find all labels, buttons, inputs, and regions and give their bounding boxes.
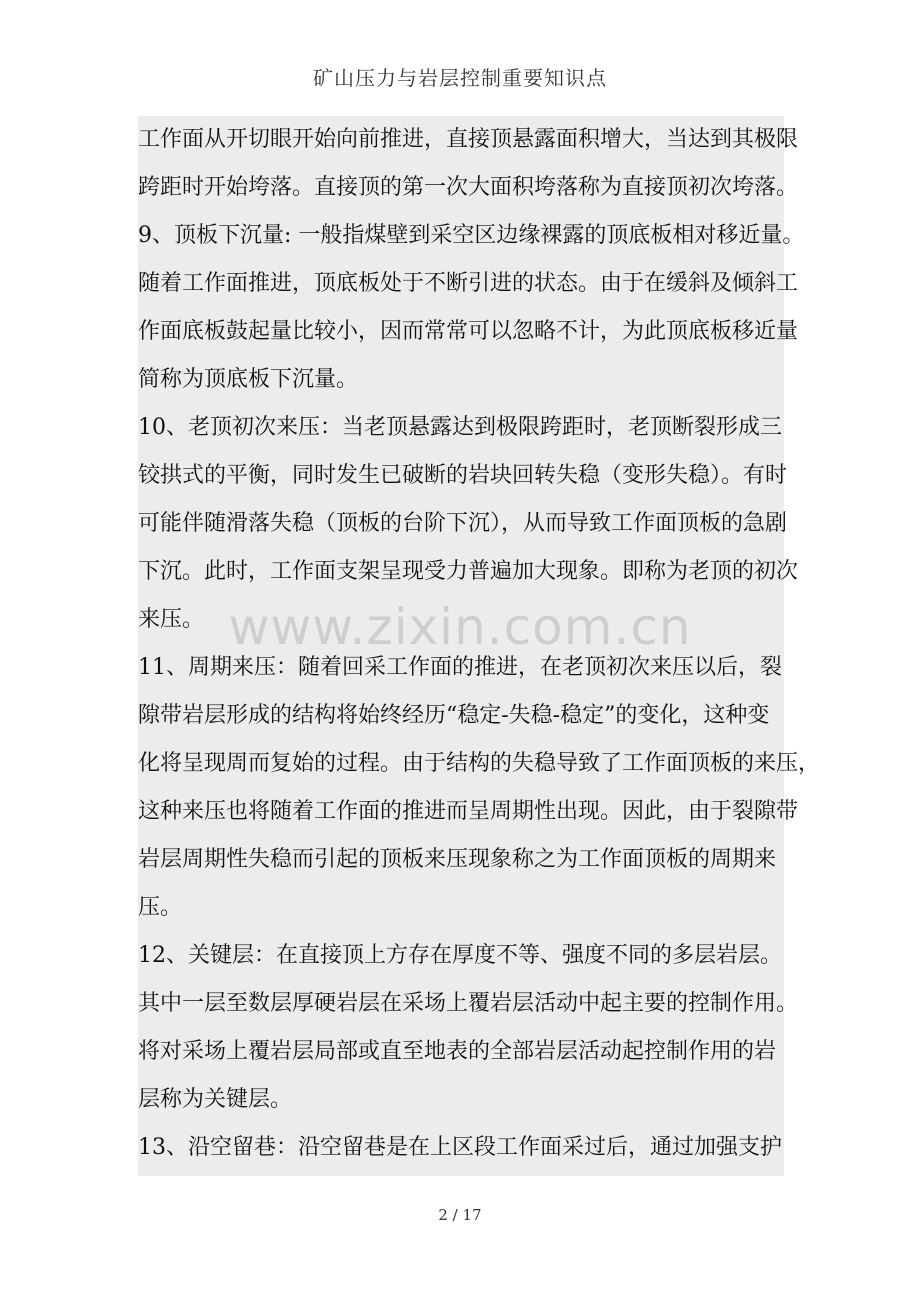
text-line: 下沉。此时，工作面支架呈现受力普遍加大现象。即称为老顶的初次 — [138, 559, 799, 584]
document-title: 矿山压力与岩层控制重要知识点 — [313, 66, 607, 90]
document-body — [138, 116, 821, 1176]
text-line: 简称为顶底板下沉量。 — [138, 367, 359, 392]
text-line: 可能伴随滑落失稳（顶板的台阶下沉），从而导致工作面顶板的急剧 — [138, 511, 788, 536]
text-line: 岩层周期性失稳而引起的顶板来压现象称之为工作面顶板的周期来 — [138, 847, 777, 872]
text-line: 隙带岩层形成的结构将始终经历“稳定-失稳-稳定”的变化，这种变 — [138, 703, 770, 728]
text-line: 跨距时开始垮落。直接顶的第一次大面积垮落称为直接顶初次垮落。 — [138, 175, 799, 200]
text-line: 随着工作面推进，顶底板处于不断引进的状态。由于在缓斜及倾斜工 — [138, 271, 799, 296]
text-line: 作面底板鼓起量比较小，因而常常可以忽略不计，为此顶底板移近量 — [138, 319, 799, 344]
text-line: 层称为关键层。 — [138, 1087, 293, 1112]
text-line: 来压。 — [138, 607, 205, 632]
text-line: 铰拱式的平衡，同时发生已破断的岩块回转失稳（变形失稳）。有时 — [138, 463, 788, 488]
text-line: 10、老顶初次来压：当老顶悬露达到极限跨距时，老顶断裂形成三 — [138, 415, 782, 440]
text-line: 工作面从开切眼开始向前推进，直接顶悬露面积增大，当达到其极限 — [138, 127, 799, 152]
text-line: 其中一层至数层厚硬岩层在采场上覆岩层活动中起主要的控制作用。 — [138, 991, 799, 1016]
text-line: 这种来压也将随着工作面的推进而呈周期性出现。因此，由于裂隙带 — [138, 799, 799, 824]
text-line: 13、沿空留巷：沿空留巷是在上区段工作面采过后，通过加强支护 — [138, 1135, 782, 1160]
text-line: 12、关键层：在直接顶上方存在厚度不等、强度不同的多层岩层。 — [138, 943, 782, 968]
text-line: 将对采场上覆岩层局部或直至地表的全部岩层活动起控制作用的岩 — [138, 1039, 777, 1064]
text-line: 11、周期来压：随着回采工作面的推进，在老顶初次来压以后，裂 — [138, 655, 782, 680]
text-line: 9、顶板下沉量: 一般指煤壁到采空区边缘裸露的顶底板相对移近量。 — [138, 223, 805, 248]
text-line: 化将呈现周而复始的过程。由于结构的失稳导致了工作面顶板的来压， — [138, 751, 821, 776]
page-number: 2 / 17 — [438, 1206, 482, 1224]
text-line: 压。 — [138, 895, 183, 920]
watermark: www.zixin.com.cn — [228, 598, 692, 656]
